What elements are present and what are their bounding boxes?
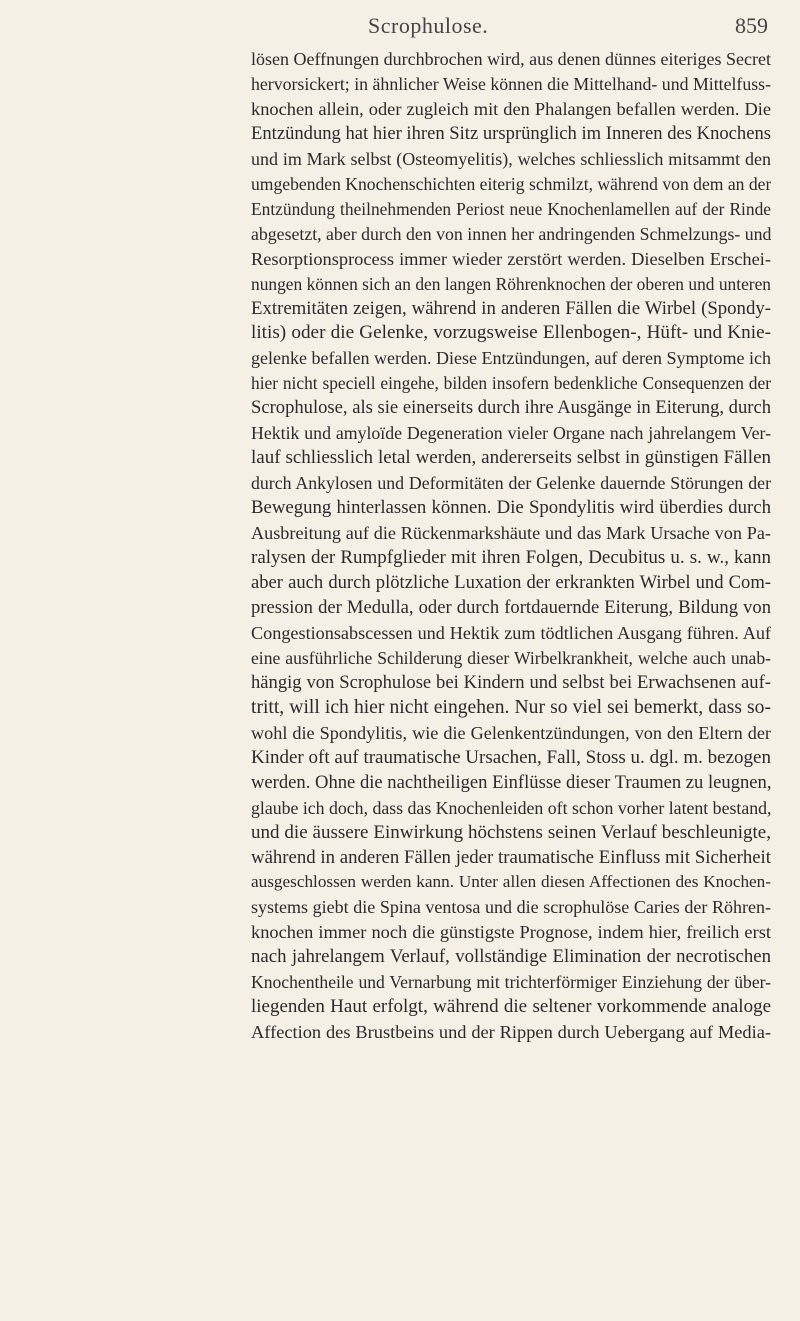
text-line: knochen immer noch die günstigste Prognose, indem hier, freilich erst <box>251 922 771 943</box>
text-line: Hektik und amyloïde Degeneration vieler Organe nach jahrelangem Ver- <box>251 423 771 444</box>
text-line: Scrophulose, als sie einerseits durch ihre Ausgänge in Eiterung, durch <box>251 397 771 419</box>
body-text <box>251 47 771 1045</box>
text-line: liegenden Haut erfolgt, während die seltener vorkommende analoge <box>251 996 771 1018</box>
text-line: aber auch durch plötzliche Luxation der erkrankten Wirbel und Com- <box>251 572 771 594</box>
text-line: und im Mark selbst (Osteomyelitis), welches schliesslich mitsammt den <box>251 148 771 169</box>
text-line: ralysen der Rumpfglieder mit ihren Folgen, Decubitus u. s. w., kann <box>251 547 771 569</box>
text-line: Ausbreitung auf die Rückenmarkshäute und das Mark Ursache von Pa- <box>251 523 771 544</box>
text-line: Congestionsabscessen und Hektik zum tödtlichen Ausgang führen. Auf <box>251 622 771 643</box>
text-line: und die äussere Einwirkung höchstens seinen Verlauf beschleunigte, <box>251 821 771 843</box>
text-line: Bewegung hinterlassen können. Die Spondylitis wird überdies durch <box>251 497 771 519</box>
text-line: hier nicht speciell eingehe, bilden insofern bedenkliche Consequenzen der <box>251 373 771 394</box>
text-line: Extremitäten zeigen, während in anderen Fällen die Wirbel (Spondy- <box>251 297 771 319</box>
text-line: systems giebt die Spina ventosa und die scrophulöse Caries der Röhren- <box>251 897 771 918</box>
text-line: umgebenden Knochenschichten eiterig schmilzt, während von dem an der <box>251 173 771 194</box>
text-line: Resorptionsprocess immer wieder zerstört werden. Dieselben Erschei- <box>251 248 771 269</box>
text-line: hängig von Scrophulose bei Kindern und selbst bei Erwachsenen auf- <box>251 671 771 693</box>
text-line: Kinder oft auf traumatische Ursachen, Fall, Stoss u. dgl. m. bezogen <box>251 746 771 768</box>
text-line: litis) oder die Gelenke, vorzugsweise Ellenbogen-, Hüft- und Knie- <box>251 322 771 344</box>
text-line: wohl die Spondylitis, wie die Gelenkentzündungen, von den Eltern der <box>251 722 771 743</box>
running-head <box>248 13 768 45</box>
text-line: nungen können sich an den langen Röhrenknochen der oberen und unteren <box>251 273 771 294</box>
text-line: abgesetzt, aber durch den von innen her andringenden Schmelzungs- und <box>251 223 771 244</box>
text-line: Entzündung theilnehmenden Periost neue Knochenlamellen auf der Rinde <box>251 198 771 219</box>
text-line: lösen Oeffnungen durchbrochen wird, aus denen dünnes eiteriges Secret <box>251 49 771 69</box>
text-line: knochen allein, oder zugleich mit den Phalangen befallen werden. Die <box>251 98 771 119</box>
text-line: Affection des Brustbeins und der Rippen durch Uebergang auf Media- <box>251 1022 771 1043</box>
text-line: Knochentheile und Vernarbung mit trichterförmiger Einziehung der über- <box>251 972 771 993</box>
text-line: durch Ankylosen und Deformitäten der Gelenke dauernde Störungen der <box>251 473 771 494</box>
text-line: Entzündung hat hier ihren Sitz ursprünglich im Inneren des Knochens <box>251 122 771 144</box>
running-title: Scrophulose. <box>368 13 489 38</box>
text-line: gelenke befallen werden. Diese Entzündungen, auf deren Symptome ich <box>251 348 771 369</box>
text-line: ausgeschlossen werden kann. Unter allen diesen Affectionen des Knochen- <box>251 872 771 892</box>
text-line: pression der Medulla, oder durch fortdauernde Eiterung, Bildung von <box>251 596 771 618</box>
text-line: werden. Ohne die nachtheiligen Einflüsse dieser Traumen zu leugnen, <box>251 771 771 793</box>
text-line: eine ausführliche Schilderung dieser Wirbelkrankheit, welche auch unab- <box>251 647 771 668</box>
text-line: glaube ich doch, dass das Knochenleiden oft schon vorher latent bestand, <box>251 797 771 818</box>
page-number: 859 <box>735 13 768 38</box>
text-line: lauf schliesslich letal werden, andererseits selbst in günstigen Fällen <box>251 447 771 469</box>
text-line: tritt, will ich hier nicht eingehen. Nur so viel sei bemerkt, dass so- <box>251 696 771 718</box>
text-line: nach jahrelangem Verlauf, vollständige Elimination der necrotischen <box>251 946 771 968</box>
text-line: hervorsickert; in ähnlicher Weise können die Mittelhand- und Mittelfuss- <box>251 73 771 94</box>
text-line: während in anderen Fällen jeder traumatische Einfluss mit Sicherheit <box>251 846 771 868</box>
